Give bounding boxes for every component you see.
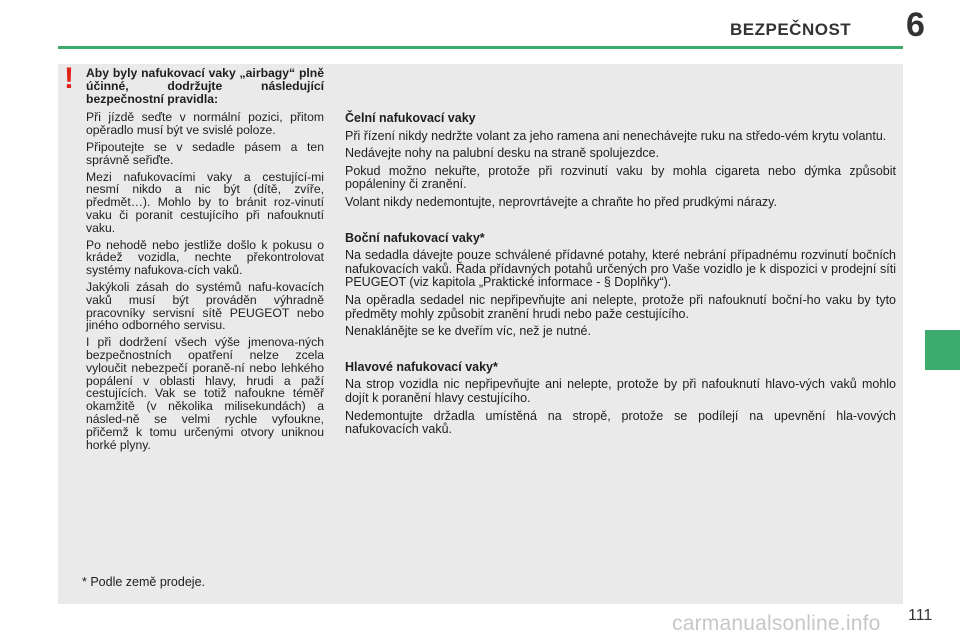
section-paragraph: Na sedadla dávejte pouze schválené přídavné potahy, které nebrání případnému rozvinutí bočních nafukovacích vaků. Řada přídavných potahů určených pro Vaše vozidlo je k dispozici v prodejní síti PEUGEOT (viz kapitola „Praktické informace - § Doplňky“). bbox=[345, 248, 896, 290]
chapter-number: 6 bbox=[906, 6, 925, 44]
section-front-airbags bbox=[345, 112, 896, 210]
page-title: BEZPEČNOST bbox=[730, 20, 852, 39]
airbag-details-column bbox=[345, 112, 896, 459]
section-heading: Boční nafukovací vaky* bbox=[345, 230, 485, 245]
section-curtain-airbags bbox=[345, 361, 896, 437]
warning-exclamation-icon: ! bbox=[64, 62, 74, 95]
safety-rules-lead: Aby byly nafukovací vaky „airbagy“ plně účinné, dodržujte následující bezpečnostní pravidla: bbox=[86, 66, 324, 106]
section-paragraph: Pokud možno nekuřte, protože při rozvinutí vaku by mohla cigareta nebo dýmka způsobit popáleniny či zranění. bbox=[345, 163, 896, 192]
section-heading: Čelní nafukovací vaky bbox=[345, 111, 476, 125]
safety-rule-paragraph: Připoutejte se v sedadle pásem a ten správně seřiďte. bbox=[86, 139, 324, 167]
section-paragraph: Nedávejte nohy na palubní desku na straně spolujezdce. bbox=[345, 146, 660, 161]
safety-rule-paragraph: Jakýkoli zásah do systémů nafu-kovacích vaků musí být prováděn výhradně pracovníky servisní sítě PEUGEOT nebo jiného odborného servisu. bbox=[86, 279, 324, 333]
section-paragraph: Nedemontujte držadla umístěná na stropě, protože se podílejí na upevnění hla-vových nafukovacích vaků. bbox=[345, 408, 896, 437]
page-number: 111 bbox=[908, 607, 933, 624]
safety-rule-paragraph: I při dodržení všech výše jmenova-ných bezpečnostních opatření nelze zcela vyloučit nebezpečí poraně-ní nebo lehkého popálení v oblasti hlavy, hrudi a paží cestujících. Vak se totiž nafoukne téměř okamžitě (v několika milisekundách) a násled-ně se velmi rychle vyfoukne, přičemž k tomu určenými otvory uniknou horké plyny. bbox=[86, 335, 324, 452]
footnote: * Podle země prodeje. bbox=[82, 575, 205, 589]
section-paragraph: Na strop vozidla nic nepřipevňujte ani nelepte, protože by při nafouknutí hlavo-vých vaků mohlo dojít k poranění hlavy cestujícího. bbox=[345, 377, 896, 405]
section-paragraph: Volant nikdy nedemontujte, neprovrtávejte a chraňte ho před prudkými nárazy. bbox=[345, 194, 777, 209]
safety-rule-paragraph: Při jízdě seďte v normální pozici, přitom opěradlo musí být ve svislé poloze. bbox=[86, 110, 324, 138]
section-side-airbags bbox=[345, 232, 896, 339]
header-divider bbox=[58, 46, 903, 49]
section-heading: Hlavové nafukovací vaky* bbox=[345, 359, 498, 374]
site-watermark: carmanualsonline.info bbox=[672, 612, 881, 635]
safety-rules-column bbox=[86, 67, 324, 455]
chapter-side-tab bbox=[925, 330, 960, 370]
safety-rule-paragraph: Po nehodě nebo jestliže došlo k pokusu o krádež vozidla, nechte překontrolovat systémy nafukova-cích vaků. bbox=[86, 237, 324, 278]
section-paragraph: Nenaklánějte se ke dveřím víc, než je nutné. bbox=[345, 324, 591, 339]
section-paragraph: Při řízení nikdy nedržte volant za jeho ramena ani nenechávejte ruku na středo-vém krytu volantu. bbox=[345, 128, 887, 143]
safety-rule-paragraph: Mezi nafukovacími vaky a cestující-mi nesmí nikdo a nic být (dítě, zvíře, předmět…). Mohlo by to bránit roz-vinutí vaku či poranit cestujícího při nafouknutí vaku. bbox=[86, 169, 324, 235]
section-paragraph: Na opěradla sedadel nic nepřipevňujte ani nelepte, protože při nafouknutí boční-ho vaku by tyto předměty mohly způsobit zranění hrudi nebo paže cestujícího. bbox=[345, 292, 896, 321]
